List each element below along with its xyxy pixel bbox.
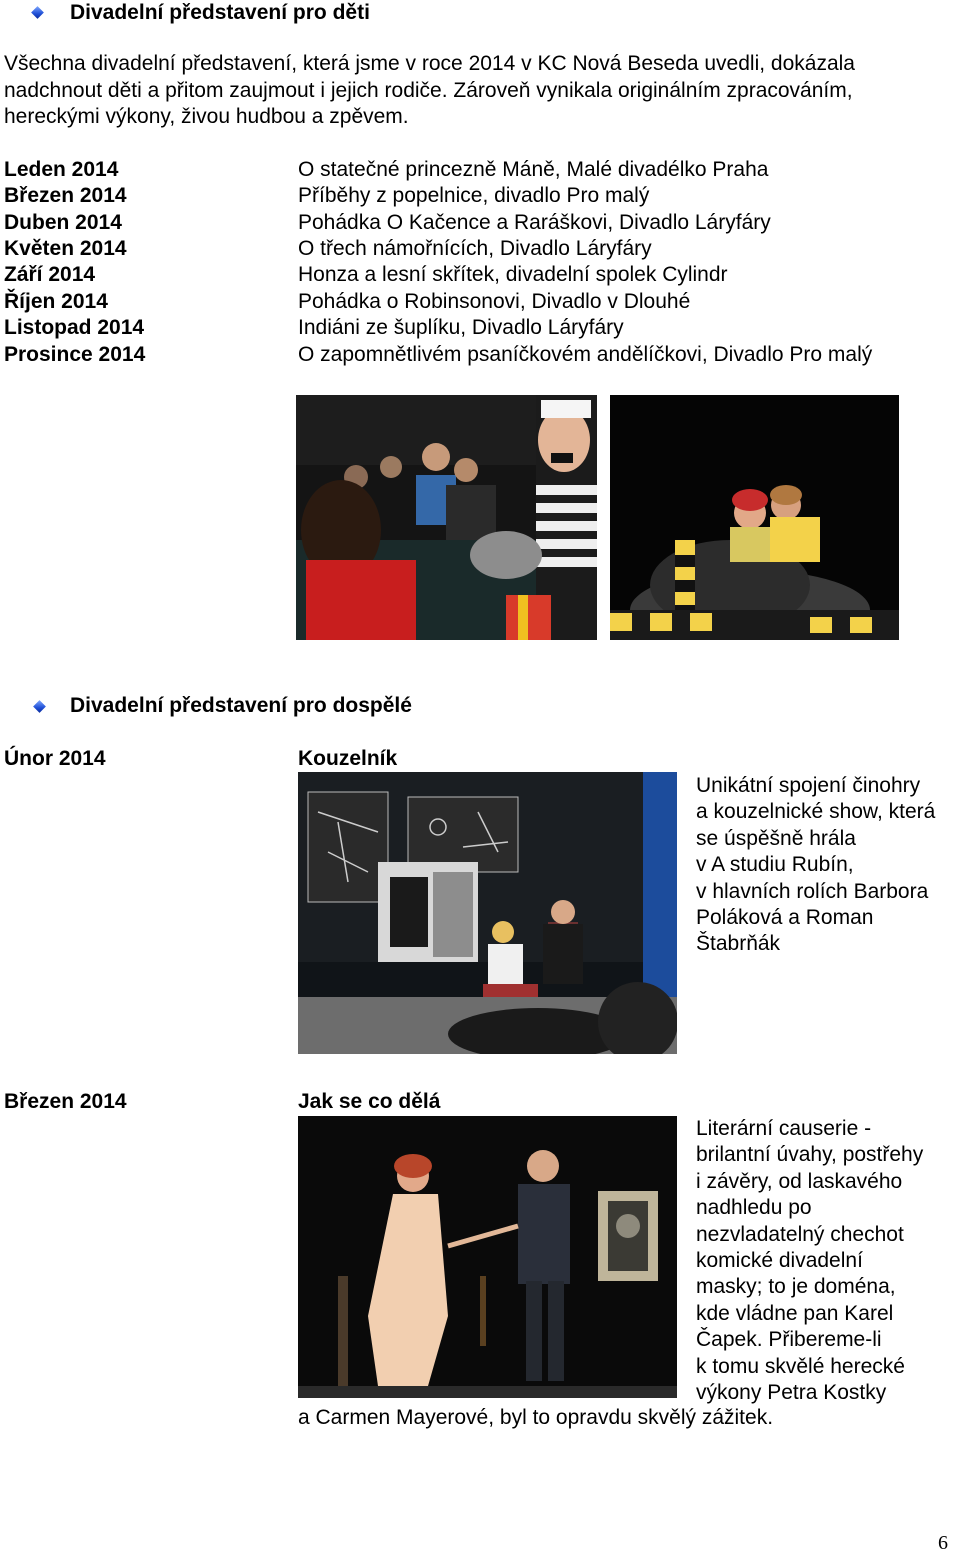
description-line: v A studiu Rubín, <box>696 853 854 877</box>
intro-line: hereckými výkony, živou hudbou a zpěvem. <box>4 105 409 128</box>
bullet-diamond-icon <box>31 6 44 19</box>
event-month: Únor 2014 <box>4 747 106 770</box>
schedule-month: Listopad 2014 <box>4 316 145 339</box>
schedule-show: Pohádka o Robinsonovi, Divadlo v Dlouhé <box>298 290 691 313</box>
description-line: se úspěšně hrála <box>696 826 856 850</box>
description-line: kde vládne pan Karel <box>696 1301 894 1325</box>
schedule-show: Honza a lesní skřítek, divadelní spolek Cylindr <box>298 263 728 286</box>
intro-line: nadchnout děti a přitom zaujmout i jejich rodiče. Zároveň vynikala originálním zpracováním, <box>4 79 853 102</box>
event-closing-line: a Carmen Mayerové, byl to opravdu skvělý zážitek. <box>298 1406 774 1429</box>
schedule-show: Indiáni ze šuplíku, Divadlo Láryfáry <box>298 316 624 339</box>
photo-children-audience <box>296 395 597 640</box>
description-line: výkony Petra Kostky <box>696 1381 887 1405</box>
description-line: Poláková a Roman <box>696 906 874 930</box>
schedule-month: Březen 2014 <box>4 184 127 207</box>
description-line: v hlavních rolích Barbora <box>696 879 929 903</box>
description-line: komické divadelní <box>696 1249 863 1273</box>
schedule-show: O zapomnětlivém psaníčkovém andělíčkovi, Divadlo Pro malý <box>298 343 873 366</box>
schedule-month: Květen 2014 <box>4 237 127 260</box>
schedule-show: Příběhy z popelnice, divadlo Pro malý <box>298 184 650 207</box>
description-line: i závěry, od laskavého <box>696 1169 903 1193</box>
event-description-kouzelnik <box>696 773 960 958</box>
event-month: Březen 2014 <box>4 1090 127 1113</box>
description-line: a kouzelnické show, která <box>696 800 936 824</box>
description-line: nadhledu po <box>696 1196 812 1220</box>
description-line: Štabrňák <box>696 932 781 956</box>
intro-line: Všechna divadelní představení, která jsme v roce 2014 v KC Nová Beseda uvedli, dokázala <box>4 52 855 75</box>
description-line: masky; to je doména, <box>696 1275 896 1299</box>
schedule-month: Říjen 2014 <box>4 290 108 313</box>
photo-stage-performers <box>610 395 899 640</box>
description-line: Literární causerie - <box>696 1117 872 1140</box>
event-title: Jak se co dělá <box>298 1090 441 1113</box>
page-number: 6 <box>938 1532 948 1554</box>
schedule-month: Září 2014 <box>4 263 96 286</box>
photo-kouzelnik <box>298 772 677 1054</box>
schedule-show: O třech námořnících, Divadlo Láryfáry <box>298 237 652 260</box>
photo-jak-se-co-dela <box>298 1116 677 1398</box>
description-line: nezvladatelný chechot <box>696 1222 904 1246</box>
schedule-month: Leden 2014 <box>4 158 119 181</box>
schedule-month: Prosince 2014 <box>4 343 146 366</box>
section-heading-adults: Divadelní představení pro dospělé <box>70 694 412 717</box>
schedule-show: O statečné princezně Máně, Malé divadélko Praha <box>298 158 769 181</box>
section-heading-children: Divadelní představení pro děti <box>70 1 370 24</box>
description-line: Čapek. Přibereme-li <box>696 1328 882 1352</box>
description-line: k tomu skvělé herecké <box>696 1354 905 1378</box>
bullet-diamond-icon <box>33 700 46 713</box>
description-line: brilantní úvahy, postřehy <box>696 1143 924 1167</box>
event-description-jak-se-co-dela <box>696 1116 960 1406</box>
event-title: Kouzelník <box>298 747 398 770</box>
description-line: Unikátní spojení činohry <box>696 774 921 797</box>
schedule-month: Duben 2014 <box>4 211 122 234</box>
schedule-show: Pohádka O Kačence a Raráškovi, Divadlo Láryfáry <box>298 211 771 234</box>
